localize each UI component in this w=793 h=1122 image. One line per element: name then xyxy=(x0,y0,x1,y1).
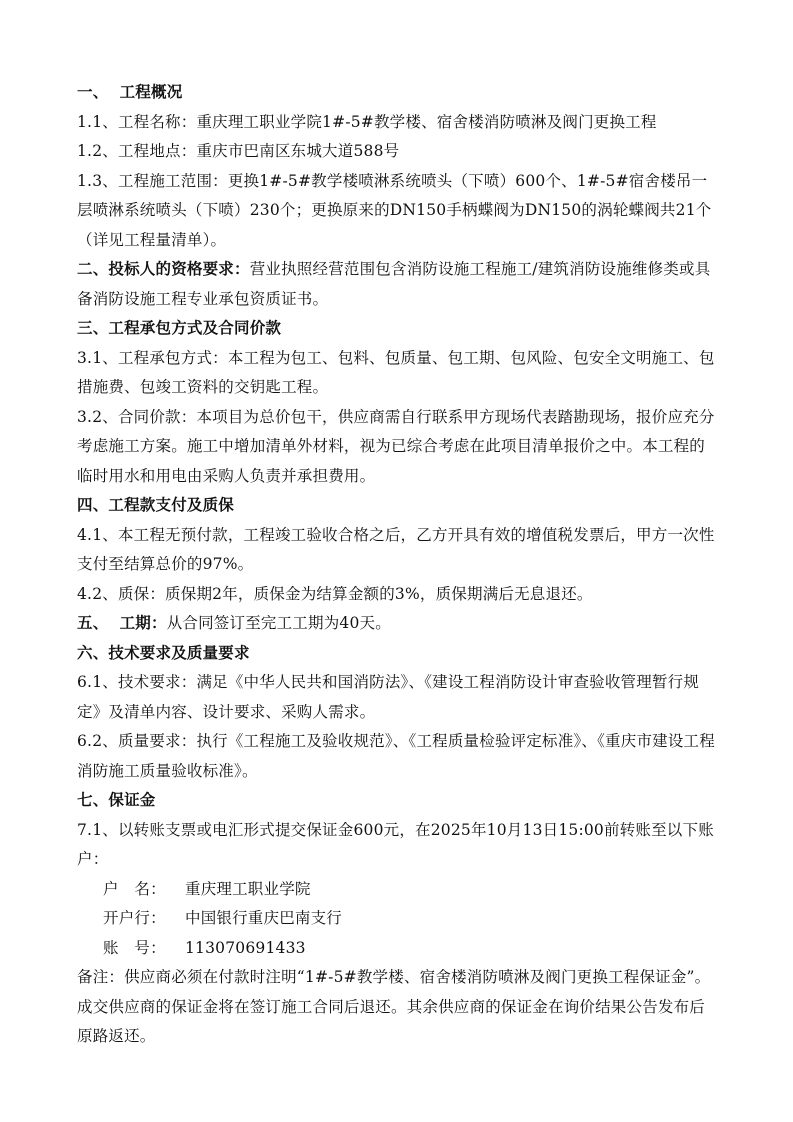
account-bank-row xyxy=(77,904,717,934)
account-number-label: 账 号： xyxy=(103,938,166,957)
document-body xyxy=(77,78,717,1052)
section-2 xyxy=(77,255,717,314)
project-name: 1.1、工程名称：重庆理工职业学院1#-5#教学楼、宿舍楼消防喷淋及阀门更换工程 xyxy=(77,112,657,131)
section-5 xyxy=(77,609,717,639)
contract-price: 3.2、合同价款：本项目为总价包干，供应商需自行联系甲方现场代表踏勘现场，报价应充分考虑施工方案。施工中增加清单外材料，视为已综合考虑在此项目清单报价之中。本工程的临时用水和用电由采购人负责并承担费用。 xyxy=(77,407,715,485)
section-3-heading: 三、工程承包方式及合同价款 xyxy=(77,319,282,337)
quality-requirements: 6.2、质量要求：执行《工程施工及验收规范》、《工程质量检验评定标准》、《重庆市建设工程消防施工质量验收标准》。 xyxy=(77,732,715,780)
account-bank-label: 开户行： xyxy=(103,909,166,927)
duration-text: 从合同签订至完工工期为40天。 xyxy=(166,614,391,632)
section-6-heading: 六、技术要求及质量要求 xyxy=(77,643,250,662)
account-number-row xyxy=(77,934,717,964)
section-7-heading: 七、保证金 xyxy=(77,791,156,809)
account-name-row xyxy=(77,875,717,905)
technical-requirements: 6.1、技术要求：满足《中华人民共和国消防法》、《建设工程消防设计审查验收管理暂行规定》及清单内容、设计要求、采购人需求。 xyxy=(77,673,700,721)
section-5-heading: 五、 工期： xyxy=(77,614,167,632)
account-name-value: 重庆理工职业学院 xyxy=(185,879,311,898)
account-bank-value: 中国银行重庆巴南支行 xyxy=(185,909,343,927)
payment-terms: 4.1、本工程无预付款，工程竣工验收合格之后，乙方开具有效的增值税发票后，甲方一次性支付至结算总价的97%。 xyxy=(77,525,715,573)
account-number-value: 113070691433 xyxy=(185,938,306,957)
project-scope: 1.3、工程施工范围：更换1#-5#教学楼喷淋系统喷头（下喷）600个、1#-5#宿舍楼吊一层喷淋系统喷头（下喷）230个；更换原来的DN150手柄蝶阀为DN150的涡轮蝶阀共21个（详见工程量清单）。 xyxy=(77,171,712,249)
qualification-text: 营业执照经营范围包含消防设施工程施工/建筑消防设施维修类或具备消防设施工程专业承包资质证书。 xyxy=(77,260,711,308)
account-name-label: 户 名： xyxy=(103,879,166,898)
section-4-heading: 四、工程款支付及质保 xyxy=(77,496,235,514)
section-2-heading: 二、投标人的资格要求： xyxy=(77,260,250,278)
warranty-terms: 4.2、质保：质保期2年，质保金为结算金额的3%，质保期满后无息退还。 xyxy=(77,584,593,603)
contract-method: 3.1、工程承包方式：本工程为包工、包料、包质量、包工期、包风险、包安全文明施工、包措施费、包竣工资料的交钥匙工程。 xyxy=(77,348,715,396)
deposit-instruction: 7.1、以转账支票或电汇形式提交保证金600元，在2025年10月13日15:00前转账至以下账户： xyxy=(77,820,714,868)
deposit-note: 备注：供应商必须在付款时注明“1#-5#教学楼、宿舍楼消防喷淋及阀门更换工程保证金”。成交供应商的保证金将在签订施工合同后退还。其余供应商的保证金在询价结果公告发布后原路返还。 xyxy=(77,968,711,1045)
project-location: 1.2、工程地点：重庆市巴南区东城大道588号 xyxy=(77,142,400,160)
section-1-heading: 一、 工程概况 xyxy=(77,83,183,101)
